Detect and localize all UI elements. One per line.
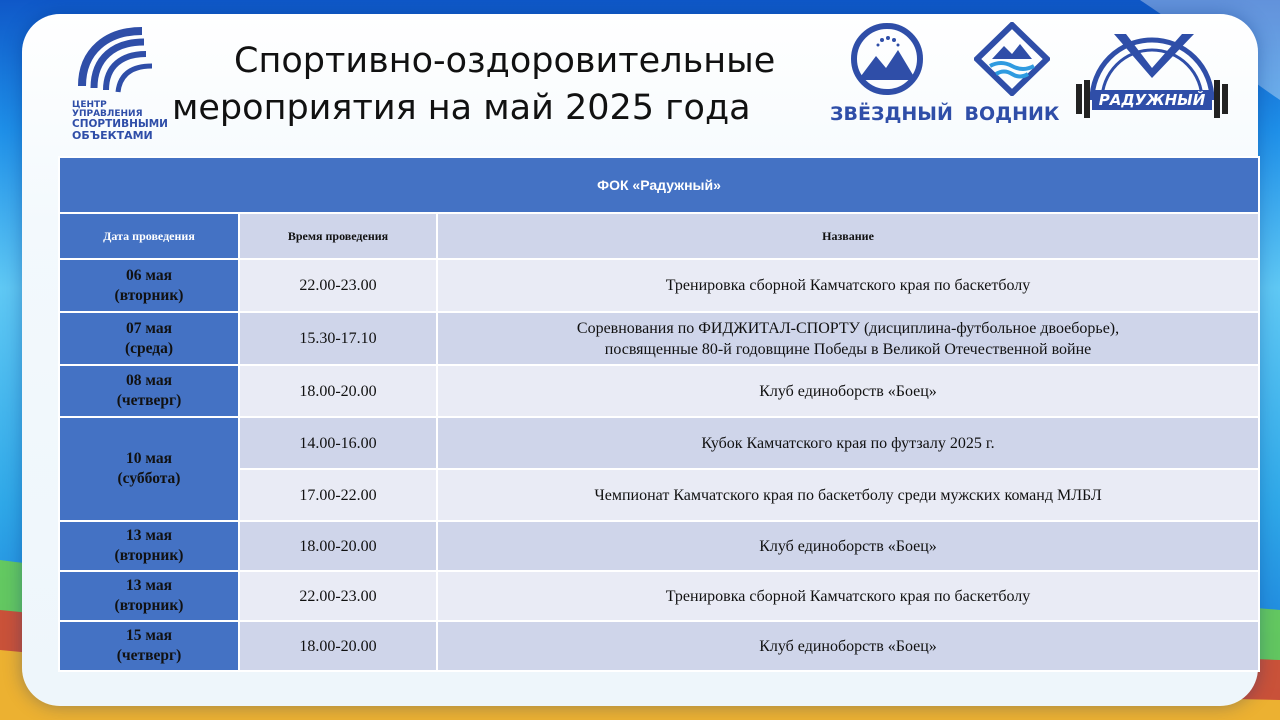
date-day: 08 мая	[126, 372, 172, 389]
time-cell: 18.00-20.00	[239, 365, 437, 417]
col-time-header: Время проведения	[239, 213, 437, 259]
table-row	[59, 521, 1259, 571]
date-weekday: (вторник)	[114, 286, 184, 304]
date-cell	[59, 521, 239, 571]
schedule-table-wrap	[58, 156, 1258, 672]
raduzhny-logo	[1074, 28, 1230, 120]
time-cell: 22.00-23.00	[239, 571, 437, 621]
table-row	[59, 571, 1259, 621]
event-name-cell: Тренировка сборной Камчатского края по баскетболу	[437, 259, 1259, 312]
cuso-line2: СПОРТИВНЫМИ	[72, 118, 168, 130]
cuso-logo	[72, 26, 168, 142]
date-cell	[59, 621, 239, 671]
event-name-cell: Кубок Камчатского края по футзалу 2025 г.	[437, 417, 1259, 469]
date-cell	[59, 259, 239, 312]
date-day: 13 мая	[126, 527, 172, 544]
event-name-line1: Соревнования по ФИДЖИТАЛ-СПОРТУ (дисциплина-футбольное двоеборье),	[576, 319, 1120, 337]
table-row	[59, 259, 1259, 312]
date-weekday: (четверг)	[116, 647, 182, 664]
table-header	[59, 213, 1259, 259]
zvezdny-label: ЗВЁЗДНЫЙ	[830, 103, 953, 125]
event-name-cell: Чемпионат Камчатского края по баскетболу среди мужских команд МЛБЛ	[437, 469, 1259, 521]
title-line1: Спортивно-оздоровительные	[234, 41, 776, 81]
date-day: 13 мая	[126, 577, 172, 594]
cuso-emblem-icon	[72, 26, 168, 96]
event-name-cell	[437, 312, 1259, 365]
zvezdny-logo	[830, 22, 953, 125]
date-weekday: (вторник)	[114, 597, 184, 614]
diamond-wave-icon	[974, 22, 1050, 96]
event-name-cell: Клуб единоборств «Боец»	[437, 365, 1259, 417]
date-day: 10 мая	[126, 450, 172, 467]
date-cell	[59, 571, 239, 621]
date-weekday: (вторник)	[114, 547, 184, 564]
cuso-line3: ОБЪЕКТАМИ	[72, 129, 153, 142]
table-row	[59, 312, 1259, 365]
date-weekday: (среда)	[124, 339, 174, 357]
mountain-star-icon	[842, 22, 932, 96]
cuso-line1: ЦЕНТР УПРАВЛЕНИЯ	[72, 100, 143, 119]
table-row	[59, 417, 1259, 469]
event-name-cell: Клуб единоборств «Боец»	[437, 521, 1259, 571]
time-cell: 17.00-22.00	[239, 469, 437, 521]
venue-title: ФОК «Радужный»	[59, 157, 1259, 213]
page-title	[172, 38, 812, 132]
venue-row	[59, 157, 1259, 213]
date-day: 07 мая	[126, 319, 172, 337]
time-cell: 18.00-20.00	[239, 621, 437, 671]
event-name-line2: посвященные 80-й годовщине Победы в Великой Отечественной войне	[604, 340, 1092, 358]
date-cell	[59, 365, 239, 417]
date-weekday: (суббота)	[117, 470, 181, 487]
schedule-table	[58, 156, 1260, 672]
raduzhny-label: РАДУЖНЫЙ	[1098, 91, 1206, 109]
date-cell	[59, 312, 239, 365]
title-line2: мероприятия на май 2025 года	[172, 88, 751, 128]
time-cell: 14.00-16.00	[239, 417, 437, 469]
table-row	[59, 621, 1259, 671]
vodnik-logo	[962, 22, 1062, 125]
col-date-header: Дата проведения	[59, 213, 239, 259]
col-name-header: Название	[437, 213, 1259, 259]
time-cell: 22.00-23.00	[239, 259, 437, 312]
table-row	[59, 365, 1259, 417]
time-cell: 18.00-20.00	[239, 521, 437, 571]
vodnik-label: ВОДНИК	[964, 103, 1060, 125]
date-day: 15 мая	[126, 627, 172, 644]
date-weekday: (четверг)	[116, 392, 182, 409]
event-name-cell: Клуб единоборств «Боец»	[437, 621, 1259, 671]
event-name-cell: Тренировка сборной Камчатского края по баскетболу	[437, 571, 1259, 621]
time-cell: 15.30-17.10	[239, 312, 437, 365]
date-cell	[59, 417, 239, 521]
date-day: 06 мая	[126, 266, 172, 284]
table-row	[59, 469, 1259, 521]
